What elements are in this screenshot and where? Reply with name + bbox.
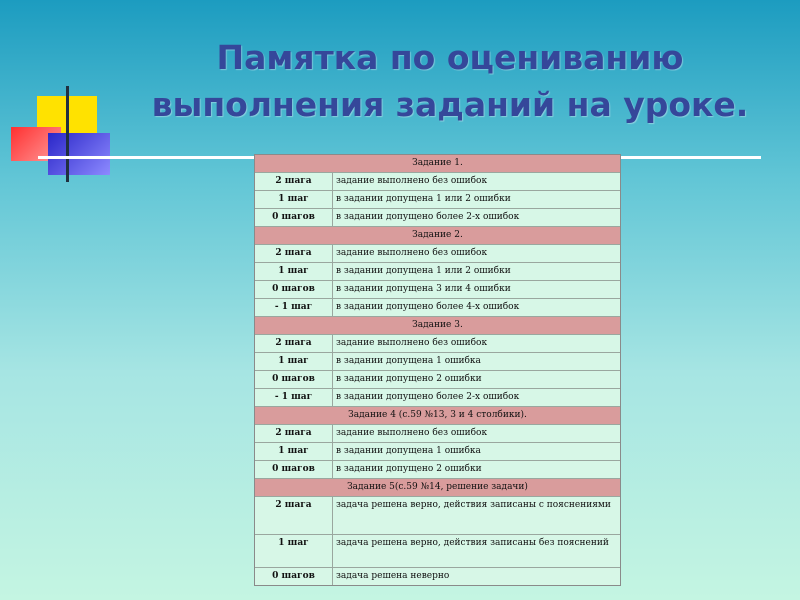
points-cell: 1 шаг: [255, 191, 333, 208]
points-cell: 0 шагов: [255, 281, 333, 298]
table-row: [255, 334, 620, 352]
table-row: [255, 172, 620, 190]
section-header: Задание 4 (с.59 №13, 3 и 4 столбики).: [255, 406, 620, 424]
points-cell: 2 шага: [255, 245, 333, 262]
description-cell: задание выполнено без ошибок: [336, 248, 488, 258]
description-cell: в задании допущено более 4-х ошибок: [336, 302, 520, 312]
table-row: [255, 460, 620, 478]
vertical-line: [66, 86, 69, 182]
title-line-2: выполнения заданий на уроке.: [151, 85, 749, 124]
description-cell: в задании допущена 1 ошибка: [336, 446, 481, 456]
title-line-1: Памятка по оцениванию: [216, 38, 684, 77]
description-cell: в задании допущено 2 ошибки: [336, 374, 482, 384]
points-cell: 2 шага: [255, 335, 333, 352]
points-cell: 1 шаг: [255, 353, 333, 370]
description-cell: в задании допущена 1 или 2 ошибки: [336, 266, 511, 276]
points-cell: 0 шагов: [255, 371, 333, 388]
points-cell: 0 шагов: [255, 568, 333, 585]
points-cell: 1 шаг: [255, 535, 333, 567]
section-header: Задание 5(с.59 №14, решение задачи): [255, 478, 620, 496]
description-cell: в задании допущено более 2-х ошибок: [336, 212, 520, 222]
table-row: [255, 442, 620, 460]
points-cell: 1 шаг: [255, 443, 333, 460]
description-cell: задача решена верно, действия записаны без пояснений: [336, 538, 609, 548]
table-row: [255, 190, 620, 208]
slide-title: [110, 34, 790, 128]
table-row: [255, 352, 620, 370]
points-cell: - 1 шаг: [255, 299, 333, 316]
points-cell: 2 шага: [255, 173, 333, 190]
points-cell: 0 шагов: [255, 209, 333, 226]
table-row: [255, 370, 620, 388]
section-header: Задание 2.: [255, 226, 620, 244]
blue-square: [48, 133, 110, 175]
description-cell: в задании допущена 3 или 4 ошибки: [336, 284, 511, 294]
description-cell: задача решена верно, действия записаны с пояснениями: [336, 500, 611, 510]
points-cell: 2 шага: [255, 497, 333, 534]
description-cell: задание выполнено без ошибок: [336, 338, 488, 348]
scoring-table: [254, 154, 621, 586]
description-cell: задание выполнено без ошибок: [336, 176, 488, 186]
table-row: [255, 208, 620, 226]
description-cell: в задании допущено 2 ошибки: [336, 464, 482, 474]
table-row: [255, 244, 620, 262]
description-cell: в задании допущена 1 или 2 ошибки: [336, 194, 511, 204]
description-cell: в задании допущена 1 ошибка: [336, 356, 481, 366]
points-cell: 1 шаг: [255, 263, 333, 280]
description-cell: задание выполнено без ошибок: [336, 428, 488, 438]
table-row: [255, 424, 620, 442]
description-cell: задача решена неверно: [336, 571, 450, 581]
description-cell: в задании допущено более 2-х ошибок: [336, 392, 520, 402]
table-row: [255, 262, 620, 280]
table-row: [255, 388, 620, 406]
section-header: Задание 1.: [255, 155, 620, 172]
table-row: [255, 280, 620, 298]
points-cell: - 1 шаг: [255, 389, 333, 406]
table-row: [255, 534, 620, 567]
points-cell: 2 шага: [255, 425, 333, 442]
table-row: [255, 567, 620, 585]
table-row: [255, 298, 620, 316]
table-row: [255, 496, 620, 534]
points-cell: 0 шагов: [255, 461, 333, 478]
section-header: Задание 3.: [255, 316, 620, 334]
